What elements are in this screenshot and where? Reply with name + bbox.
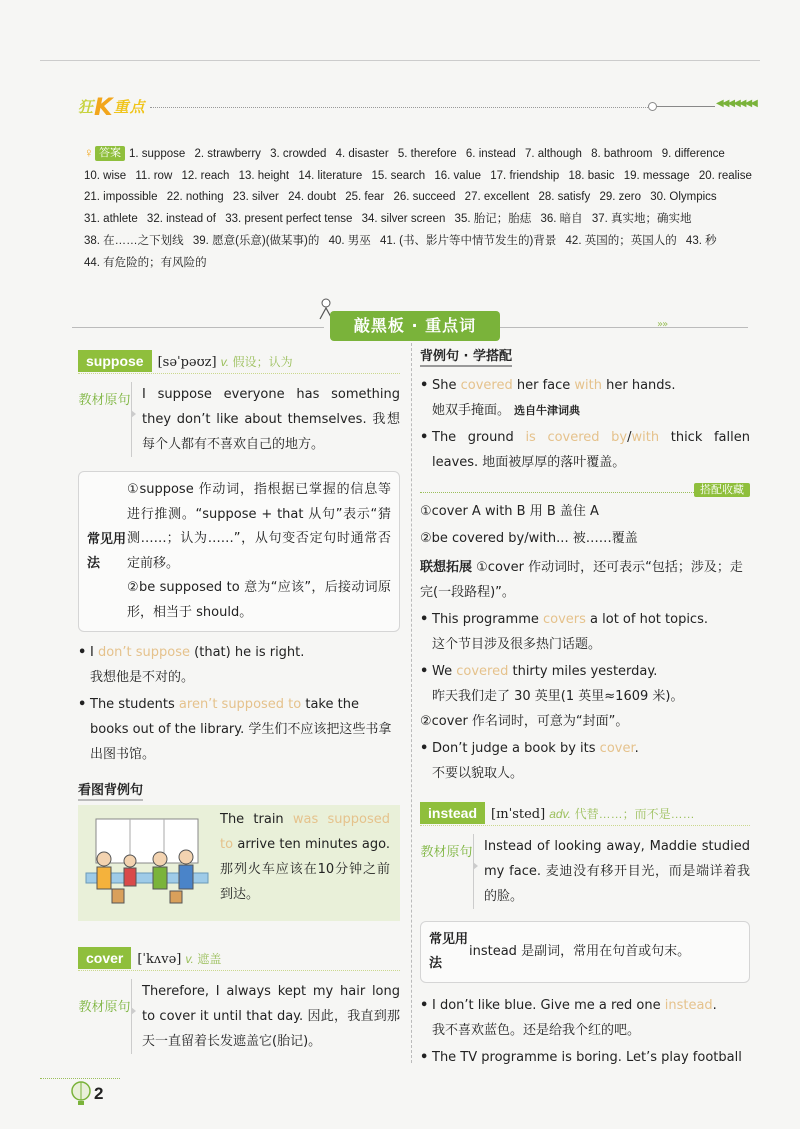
origin-label: 教材原句 xyxy=(78,382,132,457)
triangles-icon: ◀◀◀◀◀◀◀ xyxy=(716,98,756,109)
picture-example xyxy=(78,805,400,921)
usage-text: instead 是副词，常用在句首或句末。 xyxy=(469,943,691,959)
answer-item: 4. disaster xyxy=(335,148,389,160)
example-sentence: • I don’t like blue. Give me a red one instead. xyxy=(420,993,750,1018)
answer-item: 41. (书、影片等中情节发生的)背景 xyxy=(379,234,557,247)
answer-item: 31. athlete xyxy=(84,213,138,226)
usage-label: 常见用法 xyxy=(87,531,127,571)
answer-item: 11. row xyxy=(135,169,173,182)
footer-rule xyxy=(40,1078,120,1079)
page-number: 2 xyxy=(94,1084,104,1103)
answer-item: 44. 有危险的；有风险的 xyxy=(84,256,207,269)
answer-item: 17. friendship xyxy=(490,169,560,182)
answer-list xyxy=(84,148,758,269)
extension-2: ②cover 作名词时，可意为“封面”。 xyxy=(420,714,629,729)
answer-item: 5. therefore xyxy=(397,148,457,160)
phonetic: [səˈpəʊz] xyxy=(157,355,217,370)
brand-pre: 狂 xyxy=(78,98,95,116)
answer-item: 34. silver screen xyxy=(361,213,446,226)
origin-sentence xyxy=(420,834,750,909)
example-sentence: • The students aren’t supposed to take the books out of the library. 学生们不应该把这些书拿出图书馆。 xyxy=(78,692,400,767)
origin-sentence xyxy=(78,382,400,457)
answer-item: 13. height xyxy=(238,169,290,182)
answer-item: 36. 暗自 xyxy=(540,213,583,226)
origin-sentence xyxy=(78,979,400,1054)
origin-text: Therefore, I always kept my hair long to cover it until that day. 因此，我直到那天一直留着长发遮盖它(胎记)。 xyxy=(142,984,400,1049)
example-sentence: • I don’t suppose (that) he is right. xyxy=(78,640,400,665)
word-tag: instead xyxy=(420,802,485,824)
answer-item: 19. message xyxy=(623,169,690,182)
answer-item: 12. reach xyxy=(181,169,230,182)
meaning: 假设；认为 xyxy=(232,355,293,369)
example-sentence: • The ground is covered by/with thick fallen leaves. 地面被厚厚的落叶覆盖。 xyxy=(420,425,750,475)
usage-point-2: ②be supposed to 意为“应该”，后接动词原形，相当于 should。 xyxy=(127,580,391,620)
answer-item: 10. wise xyxy=(84,169,127,182)
origin-label: 教材原句 xyxy=(78,979,132,1054)
brand-post: 重点 xyxy=(113,98,146,116)
usage-box xyxy=(78,471,400,632)
column-divider xyxy=(411,343,412,1063)
answer-item: 38. 在……之下划线 xyxy=(84,234,184,247)
answer-item: 15. search xyxy=(371,169,426,182)
usage-point-1: ①suppose 作动词，指根据已掌握的信息等进行推测。“suppose + that 从句”表示“猜测……；认为……”，从句变否定句时通常否定前移。 xyxy=(127,482,391,571)
answer-item: 18. basic xyxy=(568,169,615,182)
subsection-title: 背例句 · 学搭配 xyxy=(420,345,512,367)
answer-item: 16. value xyxy=(434,169,482,182)
example-sentence: • She covered her face with her hands. xyxy=(420,373,750,398)
usage-text xyxy=(127,478,391,625)
answer-item: 21. impossible xyxy=(84,191,158,204)
answer-item: 14. literature xyxy=(298,169,363,182)
answer-item: 29. zero xyxy=(599,191,641,204)
right-column xyxy=(420,345,750,1070)
usage-label: 常见用法 xyxy=(429,932,469,971)
word-header-suppose xyxy=(78,350,400,374)
brand-divider xyxy=(150,107,648,108)
answer-badge: 答案 xyxy=(95,146,125,161)
collect-tag: 搭配收藏 xyxy=(694,483,750,497)
answer-item: 43. 秒 xyxy=(685,234,717,247)
phonetic: [ˈkʌvə] xyxy=(137,952,182,967)
key-icon: ♀ xyxy=(84,145,94,160)
answer-item: 8. bathroom xyxy=(591,148,653,160)
answer-item: 26. succeed xyxy=(393,191,456,204)
answer-item: 33. present perfect tense xyxy=(225,213,353,226)
word-tag: cover xyxy=(78,947,131,969)
origin-label: 教材原句 xyxy=(420,834,474,909)
answer-item: 35. 胎记；胎痣 xyxy=(454,213,532,226)
answer-item: 6. instead xyxy=(465,148,516,160)
example-sentence: • We covered thirty miles yesterday. xyxy=(420,659,750,684)
answer-item: 39. 愿意(乐意)(做某事)的 xyxy=(192,234,320,247)
origin-text: I suppose everyone has something they don’t like about themselves. 我想每个人都有不喜欢自己的地方。 xyxy=(142,387,400,452)
answer-key xyxy=(84,142,764,274)
answer-item: 32. instead of xyxy=(146,213,216,226)
brand-circle-icon xyxy=(648,102,657,111)
answer-item: 27. excellent xyxy=(464,191,530,204)
word-tag: suppose xyxy=(78,350,152,372)
answer-item: 30. Olympics xyxy=(650,191,717,204)
extension-label: 联想拓展 xyxy=(420,560,473,575)
answer-item: 3. crowded xyxy=(270,148,327,160)
brand-k: K xyxy=(94,93,114,121)
example-translation: 我不喜欢蓝色。还是给我个红的吧。 xyxy=(432,1023,641,1038)
section-banner: 敲黑板 · 重点词 xyxy=(330,311,500,341)
station-illustration xyxy=(82,813,212,913)
example-translation: 她双手掩面。 选自牛津词典 xyxy=(420,398,750,423)
part-of-speech: v. xyxy=(220,355,230,369)
example-sentence: • Don’t judge a book by its cover. xyxy=(420,736,750,761)
answer-item: 2. strawberry xyxy=(194,148,261,160)
part-of-speech: adv. xyxy=(549,807,571,821)
collocation-1: ①cover A with B 用 B 盖住 A xyxy=(420,504,599,519)
banner-rule-right xyxy=(500,327,748,328)
example-translation: 我想他是不对的。 xyxy=(90,670,195,685)
picture-section-title: 看图背例句 xyxy=(78,779,143,801)
answer-item: 37. 真实地；确实地 xyxy=(591,213,692,226)
banner-rule-left xyxy=(72,327,324,328)
answer-item: 42. 英国的；英国人的 xyxy=(565,234,677,247)
word-header-cover xyxy=(78,947,400,971)
source-note: 选自牛津词典 xyxy=(514,404,581,417)
extension: 联想拓展 ①cover 作动词时，还可表示“包括；涉及；走完(一段路程)”。 xyxy=(420,560,743,600)
answer-item: 22. nothing xyxy=(166,191,224,204)
collocation-2: ②be covered by/with... 被……覆盖 xyxy=(420,531,638,546)
answer-item: 28. satisfy xyxy=(538,191,591,204)
answer-item: 1. suppose xyxy=(129,148,186,160)
answer-item: 25. fear xyxy=(345,191,385,204)
answer-item: 23. silver xyxy=(232,191,279,204)
answer-item: 20. realise xyxy=(698,169,752,182)
part-of-speech: v. xyxy=(185,952,194,966)
brand-divider-2 xyxy=(657,106,715,107)
example-sentence: • The TV programme is boring. Let’s play football xyxy=(420,1045,750,1070)
answer-item: 40. 男巫 xyxy=(328,234,371,247)
answer-item: 7. although xyxy=(524,148,582,160)
word-header-instead xyxy=(420,802,750,826)
meaning: 遮盖 xyxy=(197,952,222,966)
answer-item: 24. doubt xyxy=(288,191,337,204)
picture-sentence: The train was supposed to arrive ten minutes ago. 那列火车应该在10分钟之前到达。 xyxy=(220,812,391,902)
example-translation: 昨天我们走了 30 英里(1 英里≈1609 米)。 xyxy=(432,689,684,704)
brand-logo xyxy=(78,90,146,121)
answer-item: 9. difference xyxy=(661,148,725,160)
example-sentence: • This programme covers a lot of hot topics. xyxy=(420,607,750,632)
collocation-divider xyxy=(420,477,750,496)
example-translation: 这个节目涉及很多热门话题。 xyxy=(432,637,602,652)
usage-box xyxy=(420,921,750,983)
top-rule xyxy=(40,60,760,61)
phonetic: [ɪnˈsted] xyxy=(491,807,546,822)
balloon-icon xyxy=(70,1081,92,1107)
origin-text: Instead of looking away, Maddie studied my face. 麦迪没有移开目光，而是端详着我的脸。 xyxy=(484,839,750,904)
example-translation: 不要以貌取人。 xyxy=(432,766,524,781)
double-arrow-icon: »» xyxy=(657,319,668,330)
meaning: 代替……；而不是…… xyxy=(574,807,695,821)
left-column xyxy=(78,350,400,1054)
